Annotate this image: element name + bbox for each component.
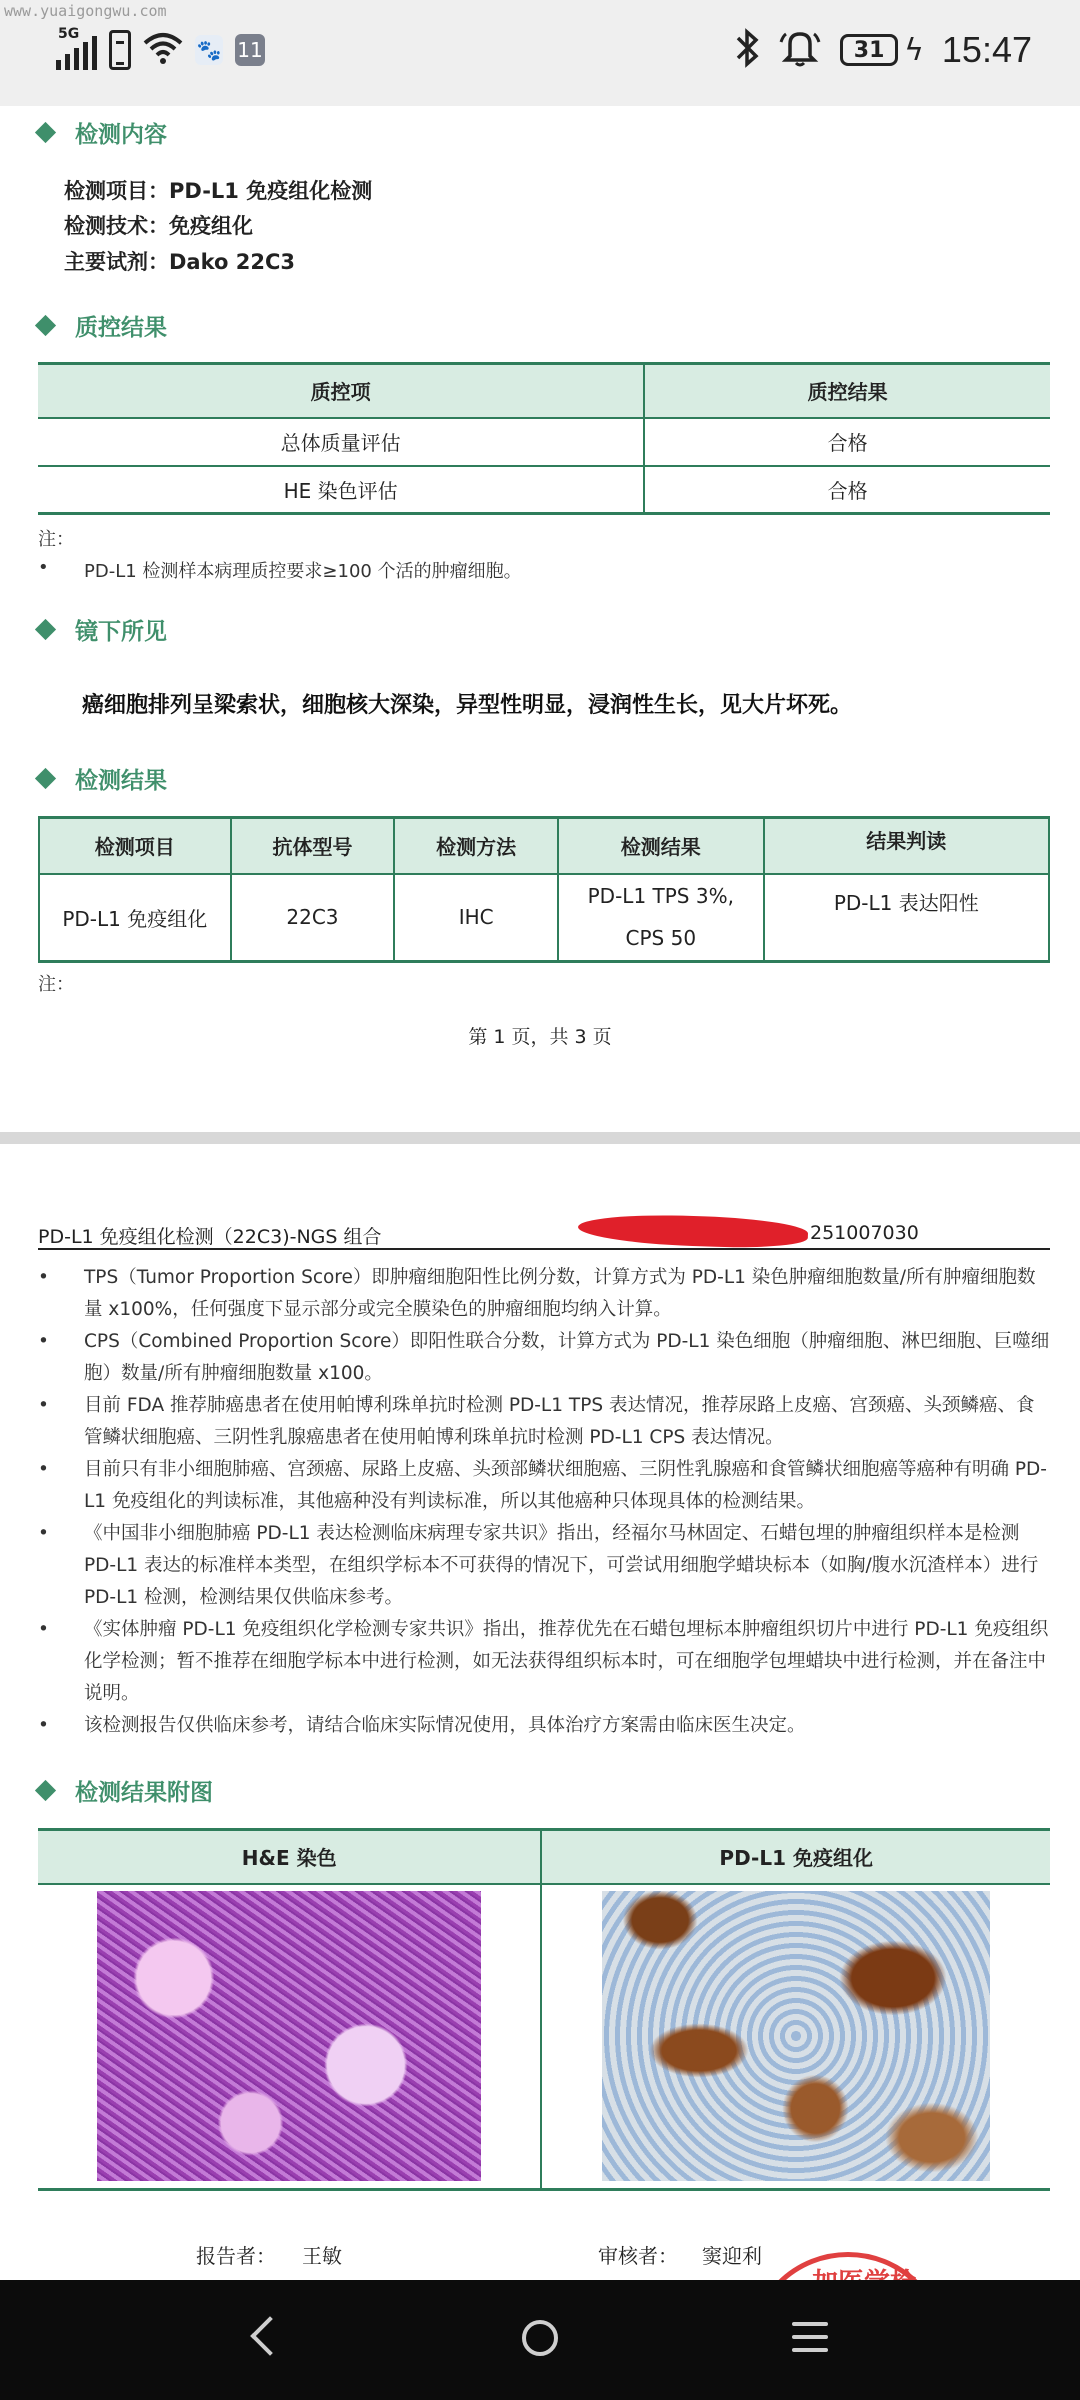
section-microscope xyxy=(38,613,167,646)
list-item: • TPS（Tumor Proportion Score）即肿瘤细胞阳性比例分数，计算方式为 PD-L1 染色肿瘤细胞数量/所有肿瘤细胞数量 x100%，任何强度下显示部分或完全膜染色的肿瘤细胞均纳入计算。 xyxy=(38,1262,1050,1326)
section-title: 检测结果 xyxy=(75,768,167,794)
qc-header-result: 质控结果 xyxy=(644,364,1050,418)
list-item: • 《中国非小细胞肺癌 PD-L1 表达检测临床病理专家共识》指出，经福尔马林固定、石蜡包埋的肿瘤组织样本是检测 PD-L1 表达的标准样本类型，在组织学标本不可获得的情况下，可尝试用细胞学蜡块标本（如胸/腹水沉渣样本）进行 PD-L1 检测，检测结果仅供临床参考。 xyxy=(38,1518,1050,1614)
notification-count-badge: 11 xyxy=(235,34,265,66)
figures-table xyxy=(38,1828,1050,2191)
qc-cell: HE 染色评估 xyxy=(38,466,644,514)
he-stain-image xyxy=(97,1891,481,2181)
report-code: 251007030 xyxy=(810,1222,919,1244)
microscope-findings: 癌细胞排列呈梁索状，细胞核大深染，异型性明显，浸润性生长，见大片坏死。 xyxy=(82,693,853,718)
network-type: 5G xyxy=(58,26,80,42)
recents-icon[interactable] xyxy=(792,2322,828,2352)
figure-header-ihc: PD-L1 免疫组化 xyxy=(541,1830,1050,1884)
status-bar xyxy=(0,0,1080,106)
home-icon[interactable] xyxy=(522,2320,558,2356)
section-detection-content xyxy=(38,116,167,149)
results-header: 检测方法 xyxy=(394,818,558,874)
watermark-text: www.yuaigongwu.com xyxy=(4,2,167,20)
charging-icon: ϟ xyxy=(904,32,924,68)
info-reagent: 主要试剂：Dako 22C3 xyxy=(64,250,295,274)
reporter-label: 报告者： xyxy=(196,2244,276,2268)
section-title: 检测结果附图 xyxy=(75,1780,213,1806)
reporter-name: 王敏 xyxy=(302,2244,342,2268)
table-row xyxy=(38,418,1050,466)
diamond-icon xyxy=(35,619,56,640)
sim-card-icon xyxy=(109,30,131,70)
info-technique: 检测技术：免疫组化 xyxy=(64,214,253,238)
section-qc xyxy=(38,309,167,342)
list-item: • 该检测报告仅供临床参考，请结合临床实际情况使用，具体治疗方案需由临床医生决定。 xyxy=(38,1710,1050,1742)
qc-cell: 总体质量评估 xyxy=(38,418,644,466)
figure-cell xyxy=(38,1884,541,2190)
list-item: • 目前 FDA 推荐肺癌患者在使用帕博利珠单抗时检测 PD-L1 TPS 表达情况，推荐尿路上皮癌、宫颈癌、头颈鳞癌、食管鳞状细胞癌、三阴性乳腺癌患者在使用帕博利珠单抗时检测 PD-L1 CPS 表达情况。 xyxy=(38,1390,1050,1454)
page-header xyxy=(38,1222,1050,1250)
status-right xyxy=(734,28,1032,72)
diamond-icon xyxy=(35,768,56,789)
diamond-icon xyxy=(35,122,56,143)
page-number: 第 1 页，共 3 页 xyxy=(468,1026,612,1048)
results-note-label: 注： xyxy=(38,974,74,995)
list-item: • 目前只有非小细胞肺癌、宫颈癌、尿路上皮癌、头颈部鳞状细胞癌、三阴性乳腺癌和食管鳞状细胞癌等癌种有明确 PD-L1 免疫组化的判读标准，其他癌种没有判读标准，所以其他癌种只体现具体的检测结果。 xyxy=(38,1454,1050,1518)
section-title: 检测内容 xyxy=(75,122,167,148)
page-divider xyxy=(0,1132,1080,1144)
list-item: • 《实体肿瘤 PD-L1 免疫组织化学检测专家共识》指出，推荐优先在石蜡包埋标本肿瘤组织切片中进行 PD-L1 免疫组织化学检测；暂不推荐在细胞学标本中进行检测，如无法获得组织标本时，可在细胞学包埋蜡块中进行检测，并在备注中说明。 xyxy=(38,1614,1050,1710)
bluetooth-icon xyxy=(734,28,760,72)
reviewer-name: 窦迎利 xyxy=(702,2244,762,2268)
result-item: PD-L1 免疫组化 xyxy=(39,874,231,962)
cellular-signal-icon xyxy=(56,26,97,70)
ihc-stain-image xyxy=(602,1891,990,2181)
diamond-icon xyxy=(35,1780,56,1801)
qc-cell: 合格 xyxy=(644,466,1050,514)
baidu-app-icon: 🐾 xyxy=(195,35,223,65)
bullet-icon: • xyxy=(38,557,49,578)
qc-cell: 合格 xyxy=(644,418,1050,466)
back-icon[interactable] xyxy=(250,2316,290,2356)
qc-note xyxy=(38,557,522,583)
result-cps: CPS 50 xyxy=(625,926,697,951)
result-antibody: 22C3 xyxy=(231,874,395,962)
qc-note-label: 注： xyxy=(38,529,74,550)
section-results xyxy=(38,762,167,795)
redaction-mark xyxy=(578,1212,809,1250)
result-interpretation: PD-L1 表达阳性 xyxy=(764,874,1049,962)
table-row xyxy=(38,466,1050,514)
report-title: PD-L1 免疫组化检测（22C3)-NGS 组合 xyxy=(38,1226,382,1248)
results-header: 检测项目 xyxy=(39,818,231,874)
table-row xyxy=(39,874,1049,962)
diamond-icon xyxy=(35,315,56,336)
info-item: 检测项目：PD-L1 免疫组化检测 xyxy=(64,179,373,203)
results-header: 检测结果 xyxy=(558,818,764,874)
result-tps: PD-L1 TPS 3%, xyxy=(587,884,734,909)
results-header: 抗体型号 xyxy=(231,818,395,874)
clock: 15:47 xyxy=(941,29,1032,70)
wifi-icon xyxy=(143,31,183,69)
bell-icon xyxy=(778,28,822,72)
notes-list xyxy=(38,1262,1050,1742)
battery-icon: 31 xyxy=(840,34,898,66)
reviewer-label: 审核者： xyxy=(598,2244,678,2268)
section-title: 质控结果 xyxy=(75,315,167,341)
qc-note-text: PD-L1 检测样本病理质控要求≥100 个活的肿瘤细胞。 xyxy=(84,561,522,582)
section-title: 镜下所见 xyxy=(75,619,167,645)
qc-table xyxy=(38,362,1050,515)
status-left xyxy=(56,26,265,70)
results-header: 结果判读 xyxy=(764,818,1049,874)
figure-header-he: H&E 染色 xyxy=(38,1830,541,1884)
navigation-bar xyxy=(0,2280,1080,2400)
result-method: IHC xyxy=(394,874,558,962)
results-table xyxy=(38,816,1050,963)
list-item: • CPS（Combined Proportion Score）即阳性联合分数，计算方式为 PD-L1 染色细胞（肿瘤细胞、淋巴细胞、巨噬细胞）数量/所有肿瘤细胞数量 x100。 xyxy=(38,1326,1050,1390)
section-figures xyxy=(38,1774,213,1807)
result-value xyxy=(558,874,764,962)
qc-header-item: 质控项 xyxy=(38,364,644,418)
figure-cell xyxy=(541,1884,1050,2190)
